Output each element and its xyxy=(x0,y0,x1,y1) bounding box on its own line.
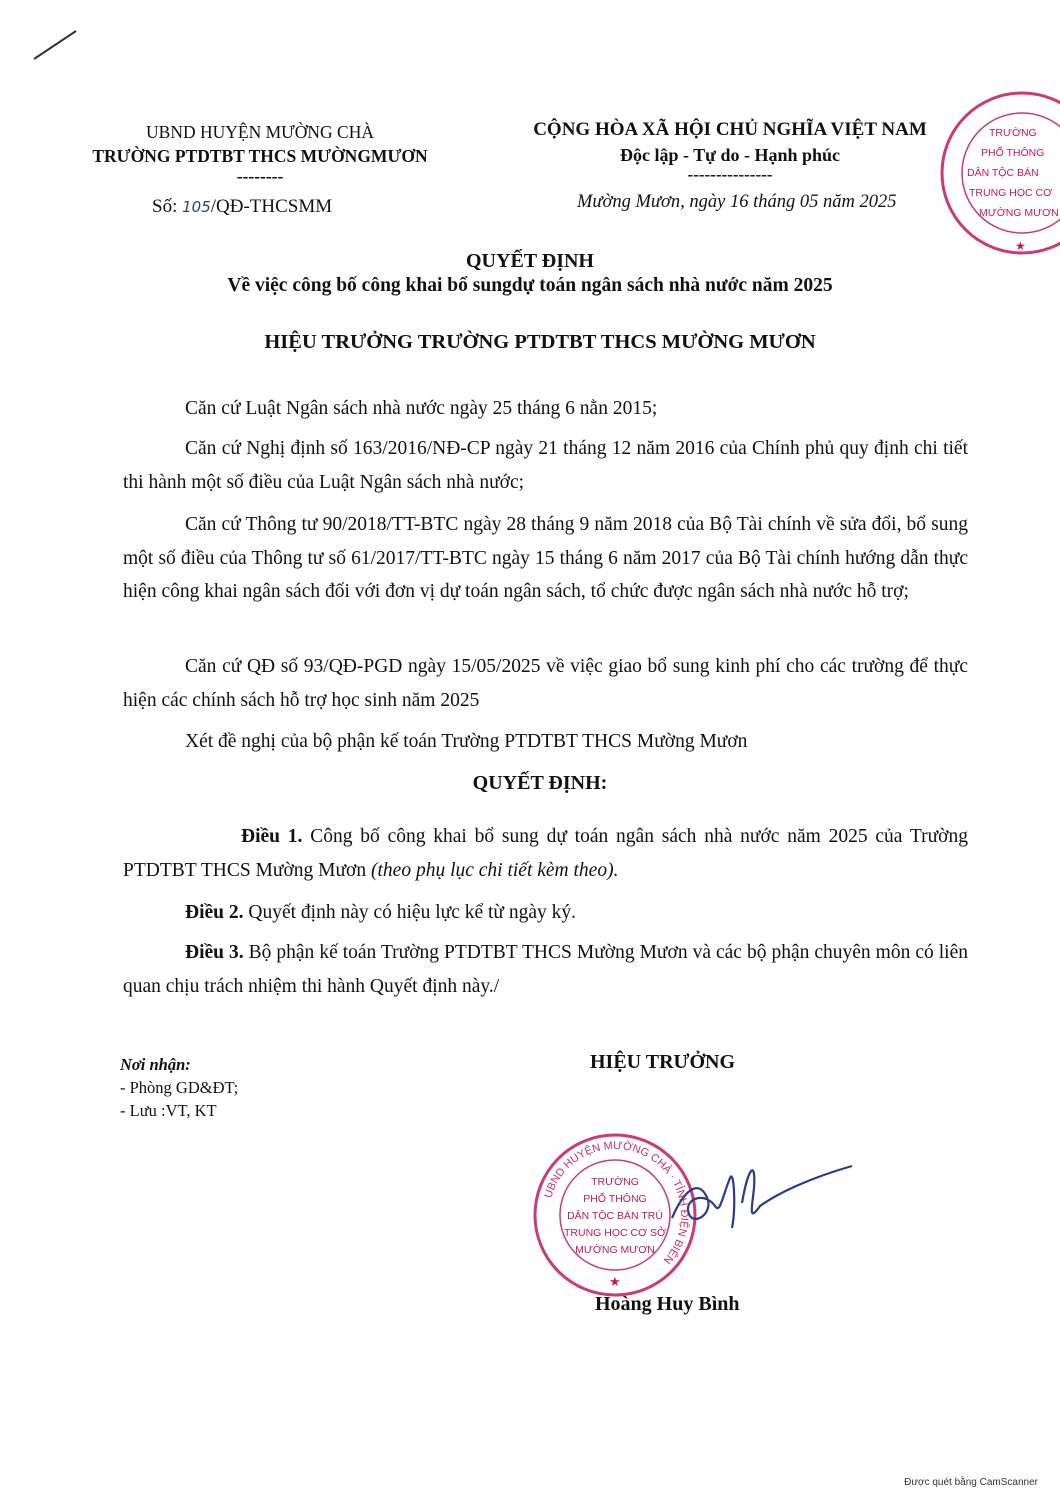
svg-text:TRƯỜNG: TRƯỜNG xyxy=(591,1176,639,1188)
issuing-authority: HIỆU TRƯỞNG TRƯỜNG PTDTBT THCS MƯỜNG MƯƠN xyxy=(264,331,816,353)
signatory-title: HIỆU TRƯỞNG xyxy=(590,1051,736,1073)
agency-name: UBND HUYỆN MƯỜNG CHÀ xyxy=(146,122,374,142)
document-title: QUYẾT ĐỊNH xyxy=(466,250,594,272)
document-number xyxy=(152,196,332,218)
decision-heading: QUYẾT ĐỊNH: xyxy=(472,772,608,794)
svg-text:PHỔ THÔNG: PHỔ THÔNG xyxy=(583,1193,647,1205)
svg-text:TRUNG HỌC CƠ: TRUNG HỌC CƠ xyxy=(969,187,1053,199)
recipient-item: - Phòng GD&ĐT; xyxy=(120,1078,239,1097)
svg-text:MƯỜNG MƯƠN: MƯỜNG MƯƠN xyxy=(575,1244,655,1256)
country-name: CỘNG HÒA XÃ HỘI CHỦ NGHĨA VIỆT NAM xyxy=(533,119,927,140)
legal-basis-4: Căn cứ QĐ số 93/QĐ-PGD ngày 15/05/2025 về việc giao bổ sung kinh phí cho các trường để thực hiện các chính sách hỗ trợ học sinh năm 2025 xyxy=(123,656,968,711)
scanner-watermark: Được quét bằng CamScanner xyxy=(904,1477,1038,1488)
handwritten-signature xyxy=(660,1148,860,1248)
svg-text:TRƯỜNG: TRƯỜNG xyxy=(989,127,1037,139)
legal-basis-1: Căn cứ Luật Ngân sách nhà nước ngày 25 tháng 6 nằn 2015; xyxy=(185,398,658,419)
pen-stroke xyxy=(30,25,80,65)
recipients xyxy=(120,1053,238,1122)
recipient-item: - Lưu :VT, KT xyxy=(120,1101,217,1120)
legal-basis-5: Xét đề nghị của bộ phận kế toán Trường PTDTBT THCS Mường Mươn xyxy=(185,731,748,752)
svg-text:DÂN TỘC BÁN TRÚ: DÂN TỘC BÁN TRÚ xyxy=(567,1210,663,1222)
agency-rule: -------- xyxy=(236,166,284,186)
signatory-name: Hoàng Huy Bình xyxy=(595,1293,740,1315)
top-stamp xyxy=(935,80,1060,265)
svg-text:MƯỜNG MƯƠN: MƯỜNG MƯƠN xyxy=(979,207,1059,219)
document-subtitle: Về việc công bố công khai bổ sungdự toán ngân sách nhà nước năm 2025 xyxy=(227,275,833,296)
number-handwritten: 105 xyxy=(182,198,211,216)
legal-basis-2: Căn cứ Nghị định số 163/2016/NĐ-CP ngày 21 tháng 12 năm 2016 của Chính phủ quy định chi tiết thi hành một số điều của Luật Ngân sách nhà nước; xyxy=(123,438,968,493)
legal-basis-3: Căn cứ Thông tư 90/2018/TT-BTC ngày 28 tháng 9 năm 2018 của Bộ Tài chính về sửa đổi, bổ sung một số điều của Thông tư số 61/2017/TT-BTC ngày 15 tháng 6 năm 2017 của Bộ Tài chính hướng dẫn thực hiện công khai ngân sách đối với đơn vị dự toán ngân sách, tổ chức được ngân sách nhà nước hỗ trợ; xyxy=(123,514,968,602)
svg-text:★: ★ xyxy=(1015,239,1026,253)
national-header xyxy=(480,117,980,183)
national-motto: Độc lập - Tự do - Hạnh phúc xyxy=(619,145,841,165)
stamp-ring-text: UBND HUYỆN MƯỜNG CHÀ · TỈNH ĐIỆN BIÊN xyxy=(542,1139,691,1267)
number-suffix: /QĐ-THCSMM xyxy=(210,196,333,217)
article-1: Điều 1. Công bố công khai bổ sung dự toán ngân sách nhà nước năm 2025 của Trường PTDTBT THCS Mường Mươn (theo phụ lục chi tiết kèm theo). xyxy=(123,826,968,881)
number-prefix: Số: xyxy=(152,196,183,217)
svg-text:TRUNG HỌC CƠ SỞ: TRUNG HỌC CƠ SỞ xyxy=(563,1227,667,1239)
article-3: Điều 3. Bộ phận kế toán Trường PTDTBT THCS Mường Mươn và các bộ phận chuyên môn có liên quan chịu trách nhiệm thi hành Quyết định này./ xyxy=(123,942,968,997)
svg-text:DÂN TỘC BÁN: DÂN TỘC BÁN xyxy=(967,167,1039,179)
svg-text:★: ★ xyxy=(609,1274,621,1289)
school-name: TRƯỜNG PTDTBT THCS MƯỜNGMƯƠN xyxy=(92,146,428,166)
issue-date: Mường Mươn, ngày 16 tháng 05 năm 2025 xyxy=(577,192,897,212)
recipients-heading: Nơi nhận: xyxy=(120,1055,191,1074)
svg-text:PHỔ THÔNG: PHỔ THÔNG xyxy=(981,147,1045,159)
article-2: Điều 2. Quyết định này có hiệu lực kể từ ngày ký. xyxy=(185,902,577,923)
agency-header xyxy=(60,120,460,184)
motto-rule: --------------- xyxy=(687,165,773,184)
